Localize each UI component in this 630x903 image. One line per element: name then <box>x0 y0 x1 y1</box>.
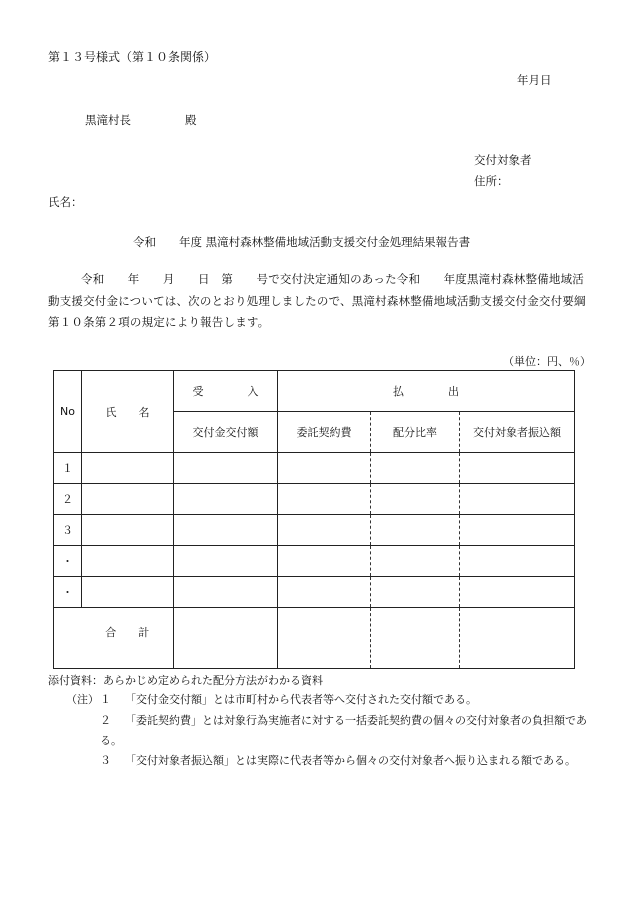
note-number: ３ <box>100 754 111 767</box>
report-table <box>53 370 575 669</box>
row-ratio-cell <box>371 515 460 546</box>
total-transfer-cell <box>460 608 575 669</box>
row-contract-cell <box>278 484 371 515</box>
unit-label: （単位：円、％） <box>503 355 591 368</box>
header-payment: 払 出 <box>278 371 575 412</box>
row-number: ２ <box>54 484 82 515</box>
total-contract-cell <box>278 608 371 669</box>
row-contract-cell <box>278 453 371 484</box>
total-label: 合 計 <box>82 608 174 669</box>
header-no: No <box>54 371 82 453</box>
table-row <box>54 484 575 515</box>
row-contract-cell <box>278 577 371 608</box>
header-name: 氏 名 <box>82 371 174 453</box>
table-row <box>54 453 575 484</box>
row-transfer-cell <box>460 515 575 546</box>
row-transfer-cell <box>460 546 575 577</box>
row-grant-cell <box>174 453 278 484</box>
date-label: 年月日 <box>517 73 552 87</box>
total-spacer-cell <box>54 608 82 669</box>
row-contract-cell <box>278 515 371 546</box>
row-grant-cell <box>174 546 278 577</box>
recipient-title: 交付対象者 <box>474 153 532 167</box>
total-row <box>54 608 575 669</box>
document-title: 令和 年度 黒滝村森林整備地域活動支援交付金処理結果報告書 <box>133 235 471 249</box>
row-ratio-cell <box>371 546 460 577</box>
row-name-cell <box>82 546 174 577</box>
total-grant-cell <box>174 608 278 669</box>
row-number: １ <box>54 453 82 484</box>
addressee-name: 黒滝村長 <box>85 113 131 127</box>
header-grant-amount: 交付金交付額 <box>174 412 278 453</box>
table-row <box>54 577 575 608</box>
row-ratio-cell <box>371 453 460 484</box>
note-text: 「交付金交付額」とは市町村から代表者等へ交付された交付額である。 <box>125 693 477 706</box>
table-row <box>54 546 575 577</box>
header-allocation-ratio: 配分比率 <box>371 412 460 453</box>
table-row <box>54 515 575 546</box>
note-number: ２ <box>100 714 111 727</box>
row-grant-cell <box>174 515 278 546</box>
row-transfer-cell <box>460 577 575 608</box>
row-name-cell <box>82 453 174 484</box>
row-contract-cell <box>278 546 371 577</box>
row-ratio-cell <box>371 484 460 515</box>
row-name-cell <box>82 484 174 515</box>
recipient-address-label: 住所： <box>474 174 509 188</box>
document-body: 令和 年 月 日 第 号で交付決定通知のあった令和 年度黒滝村森林整備地域活動支援交付金については、次のとおり処理しましたので、黒滝村森林整備地域活動支援交付金交付要綱第１０条第２項の規定により報告します。 <box>48 272 586 329</box>
row-grant-cell <box>174 577 278 608</box>
row-grant-cell <box>174 484 278 515</box>
recipient-name-label: 氏名： <box>48 195 83 209</box>
header-transfer-amount: 交付対象者振込額 <box>460 412 575 453</box>
row-number: ・ <box>54 546 82 577</box>
addressee-honorific: 殿 <box>185 113 197 127</box>
row-transfer-cell <box>460 484 575 515</box>
row-ratio-cell <box>371 577 460 608</box>
notes-label: （注） <box>66 693 99 706</box>
attachment-note: 添付資料：あらかじめ定められた配分方法がわかる資料 <box>48 674 323 687</box>
header-contract-cost: 委託契約費 <box>278 412 371 453</box>
note-text: 「委託契約費」とは対象行為実施者に対する一括委託契約費の個々の交付対象者の負担額である。 <box>100 714 587 747</box>
row-name-cell <box>82 577 174 608</box>
row-number: ・ <box>54 577 82 608</box>
row-transfer-cell <box>460 453 575 484</box>
note-number: １ <box>100 693 111 706</box>
header-income: 受 入 <box>174 371 278 412</box>
row-name-cell <box>82 515 174 546</box>
note-text: 「交付対象者振込額」とは実際に代表者等から個々の交付対象者へ振り込まれる額である。 <box>125 754 576 767</box>
total-ratio-cell <box>371 608 460 669</box>
form-number: 第１３号様式（第１０条関係） <box>48 50 217 64</box>
row-number: ３ <box>54 515 82 546</box>
